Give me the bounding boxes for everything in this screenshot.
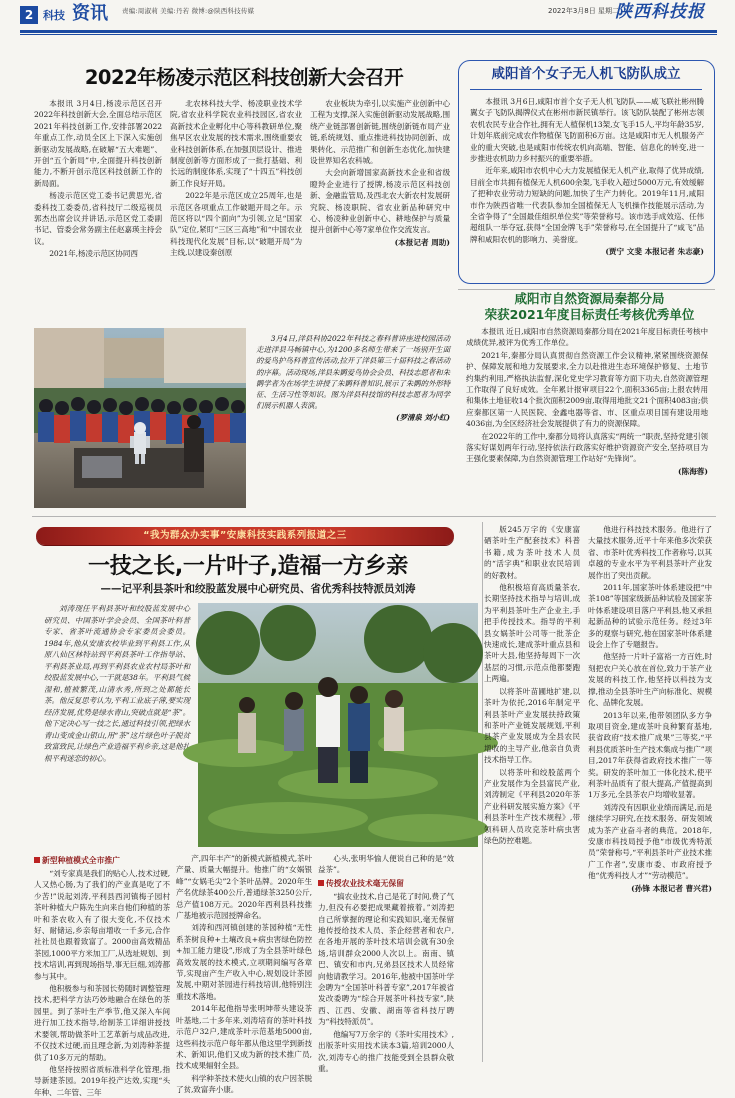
article4-c4-p1: 版245万字的《安康富硒茶叶生产配套技术》科普书籍,成为茶叶技术人员的“活字典”和职业农民培训的好教材。 bbox=[484, 525, 580, 580]
article4-c5-p1: 他进行科技技术服务。他进行了大量技术服务,近平十年来他多次荣获省、市茶叶优秀科技工作者称号,以其卓越的专业水平为平利县茶叶产业发展作出了突出贡献。 bbox=[588, 525, 712, 580]
article1-p7: 大会向新增国家高新技术企业和省级瞪羚企业进行了授牌,杨凌示范区科技创新、金融监管局,及西北农大新农村发展研究院、杨凌职院、省农业新品种研究中心、杨凌种业创新中心、耕地保护与质量提升创新中心等7家单位作交流发言。 bbox=[310, 168, 450, 235]
article4-c3-p1: 心头,张明华愉人便说自己种的是“效益茶”。 bbox=[318, 854, 454, 875]
page-number: 2 bbox=[20, 6, 38, 24]
article4-lead-box bbox=[44, 603, 190, 848]
paper-title: 陕西科技报 bbox=[615, 2, 705, 22]
article4-c3-p2: “搞农业技术,自己是花了时间,费了气力,但没有必要把成果藏着掖着。”刘涛把自己所掌握的理论和实践知识,毫无保留地传授给技术人员、茶企经营者和农户,在各地开展的茶叶技术培训会就有30余场,培训群众2000人次以上。南南、镇巴、镇安和市内,兄弟县区技术人员经常向他请教学习。2016年,他被中国茶叶学会聘为“全国茶叶科普专家”,2017年被省发改委聘为“综合开展茶叶科技专家”,陕西、江西、安徽、湖南等省科技厅聘为“科技特派员”。 bbox=[318, 891, 455, 1027]
header-rule-thin bbox=[20, 34, 717, 35]
article3-title bbox=[466, 291, 713, 323]
article2-author: (贾宁 文斐 本报记者 朱志豪) bbox=[605, 247, 704, 257]
article4-c2-p3: 2014年起他指导张明坤带头建设茶叶基地,二十多年来,刘涛培育的茶叶科技示范户32户,建成茶叶示范基地5000亩,这些科技示范户每年都从他这里学到新技术、新知识,他们又成为新的技术推广员,技术成果辐射全县。 bbox=[176, 1004, 312, 1071]
article4-lead: 刘涛现任平利县茶叶和绞股蓝发展中心研究员、中国茶叶学会会员、全国茶叶科普专家、省茶叶流通协会专家委员会委员。1984年,他从安康农校毕业到平利县工作,从原八仙区林特站到平利县茶叶工作指导站、平利县茶业局,再到平利县农业农村局茶叶和绞股蓝发展中心,一干就是38年。平利县气候湿和,植被繁茂,山清水秀,所到之处都能长茶。他反复思考认为,平利工业底子薄,要实现经济发展,优势是绿水青山,突破点就是“茶”。他下定决心写一技之长,通过科技引领,把绿水青山变成金山银山,用“茶”这片绿色叶子脱贫致富致民,让绿色产业造福平利乡亲,这是他扎根平利迷恋的初心。 bbox=[44, 604, 190, 763]
article4-col2 bbox=[176, 853, 313, 1095]
article4-subhead-2-text: 传授农业技术毫无保留 bbox=[326, 878, 404, 888]
article4-author: (孙锋 本报记者 曹兴君) bbox=[631, 883, 712, 893]
article3-p3: 在2022年的工作中,秦都分局将认真落实“两统一”职责,坚持党建引领落实好谋划两年行动,坚持依法行政落实好维护资源资产安全,坚持项目为王强化要素保障,为自然资源管理工作站好“先锋岗”。 bbox=[466, 431, 708, 464]
article4-col3 bbox=[318, 853, 455, 1073]
header-rule bbox=[20, 30, 717, 33]
photo-caption: 3月4日,洋县科协2022年科技之春科普讲座进校园活动走进洋县马畅镇中心,为1200多名师生带来了一场别开生面的爱鸟护鸟科普宣传活动,拉开了洋县第三十届科技之春活动的序幕。活动现场,洋县朱鹮爱鸟协会会员、科技志愿者和朱鹮学者为在场学生讲授了朱鹮科普知识,展示了朱鹮的外形特征、生活习性等知识。图为洋县科技馆的科技志愿者为同学们展示机器人表演。 bbox=[256, 334, 450, 411]
article3-title-line1: 咸阳市自然资源局秦都分局 bbox=[514, 291, 665, 306]
article4-c2-p4: 科学种茶技术使火山镇的农户因茶脱了贫,致富奔小康。 bbox=[176, 1073, 312, 1095]
article2-title: 咸阳首个女子无人机飞防队成立 bbox=[491, 66, 681, 82]
article4-c5-p3: 他坚持一片叶子富裕一方百姓,时刻把农户关心放在首位,致力于茶产业发展的科技工作,他坚持以科技为支撑,推动全县茶叶生产向标准化、规模化、品牌化发展。 bbox=[588, 652, 712, 708]
editor-meta: 责编:周淑莉 美编:丹若 微博:@陕西科技传媒 bbox=[122, 7, 255, 15]
article2-p1: 本报讯 3月6日,咸阳市首个女子无人机飞防队——咸飞联社彬州腾翼女子飞防队揭牌仪式在彬州市新民镇举行。该飞防队装配了彬州志领农机农民专业合作社,拥有无人植保机13架,女飞手15人,平均年龄35岁,计划年底前完成农作物植保飞防面积6万亩。这是咸阳市无人机服务产业的重大突破,也是咸阳市传统农机向高端、智能、信息化的转变,进一步推进农机助力乡村振兴的重要举措。 bbox=[470, 97, 704, 164]
issue-date: 2022年3月8日 星期二 bbox=[548, 7, 619, 15]
photo-caption-author: (罗清泉 刘小红) bbox=[396, 413, 450, 423]
section-label-b: 资讯 bbox=[72, 3, 108, 24]
article4-col4 bbox=[484, 524, 580, 1064]
article3-p1: 本报讯 近日,咸阳市自然资源局秦都分局在2021年度目标责任考核中成绩优异,被评为优秀工作单位。 bbox=[466, 327, 708, 348]
article2-title-rule bbox=[470, 89, 702, 90]
photo-caption-box bbox=[256, 333, 450, 509]
article4-c3-p3: 他编写7万余字的《茶叶实用技术》,出版茶叶实用技术读本3篇,培训2000人次,刘涛专心的推广技能受到全县群众敬重。 bbox=[318, 1029, 454, 1073]
article1-p2: 杨凌示范区党工委书记黄思光,省委科技工委委员,省科技厅二级巡视员郭杰出席会议并讲话,示范区党工委副书记、管委会常务副主任赵嘉瑛主持会议。 bbox=[34, 191, 162, 246]
article2-p2: 近年来,咸阳市农机中心大力发展植保无人机产业,取得了优异成绩,目前全市共拥有植保无人机600余架,飞手收入超过5000万元,有效缓解了把种农业劳动力短缺的问题,加快了生产力转化。2019年11月,咸阳市作为陕西省唯一代表队参加全国植保无人飞机操作技能展示活动,为全省争得了“全国最佳组织单位奖”等荣誉称号。该市选手成效巡、任伟超组队一举夺冠,获得“全国金牌飞手”荣誉称号,在全国提升了“咸飞”品牌和咸阳农机的影响力、美誉度。 bbox=[470, 166, 704, 244]
article1-p6: 农业板块为牵引,以实施产业创新中心工程为支撑,深入实施创新驱动发展战略,围绕产业链部署创新链,围绕创新链布局产业链,系统规划、重点推进科技协同创新、成果转化、示范推广和创新生态优化,加快建设世界知名农科城。 bbox=[310, 99, 450, 166]
article4-c2-p2: 刘涛和西河镇创建的茶园种植“无性系茶树良种+土壤改良+病虫害绿色防控+加工能力建设”,形成了为全县茶叶绿色高效发展的技术模式,立项期间编写各章节,实现亩产生产收入中心,规划设计茶园发展,中期对茶园进行科技培训,他特别注重技术落地。 bbox=[176, 923, 312, 1001]
article4-c2-p1: 产,四年丰产”的新模式新植模式,茶叶产量、质量大幅提升。他推广的“女娲银峰”“女娲毛尖”2个茶叶品牌。2020年生产名优绿茶400公斤,普通绿茶3250公斤,总产值108万元。2020年西利县科技推广基地被示范园授牌命名。 bbox=[176, 854, 313, 921]
photo-students-robot bbox=[34, 328, 246, 508]
article1-p4: 北农林科技大学、杨凌职业技术学院,省农业科学院农业科技园区,省农业高新技术企业孵化中心等科教研单位,聚焦早区农业发展的技术需求,围绕重要农业科技创新体系,在加强顶层设计、推进制度创新等方面形成了一批打基础、利长远的制度体系,实现了“十四五”科技创新工作良好开局。 bbox=[170, 99, 302, 188]
article1-col2 bbox=[170, 98, 302, 320]
article4-c4-p3: 以将茶叶苗圃地扩建,以茶叶为依托,2016年制定平利县茶叶产业发展扶持政策和茶叶产业链发展规划,平利县茶产业发展成为全县农民增收的主导产业,他亲自负责技术指导工作。 bbox=[484, 686, 580, 765]
photo-tea-field bbox=[198, 603, 478, 847]
article4-c5-p5: 刘涛没有因职业业绩而满足,而是继续学习研究,在技术服务、研发领域成为茶产业奋斗者的典范。2018年,安康市科技局授予他“市级优秀特派员”荣誉称号,“平利县茶叶产业技术推广工作者”,安康市委、市政府授予他“优秀科技人才”“劳动模范”。 bbox=[588, 802, 712, 881]
article1-p5: 2022年是示范区成立25周年,也是示范区各项重点工作破题开局之年。示范区将以“四个面向”为引领,立足“国家队”定位,紧盯“三区三高地”和“中国农业科技现代化发展”目标,以“破题开局”为主线,以建设秦创原 bbox=[170, 191, 302, 258]
article3-author: (陈海蓉) bbox=[678, 466, 708, 476]
article4-c5-p4: 2013年以来,他带领团队多方争取项目资金,建成茶叶良种繁育基地,获省政府“技术推广成果”三等奖,“平利县优质茶叶生产技术集成与推广”项目,2017年获得省政府技术推广一等奖。研发的茶叶加工一体化技术,使平利茶叶品质有了很大提高,产值提高到1万多元,全县茶农户均增收显著。 bbox=[588, 710, 712, 800]
article1-col1 bbox=[34, 98, 162, 320]
article3-body bbox=[466, 326, 708, 514]
subhead-square-icon bbox=[318, 880, 324, 886]
section-label-a: 科技 bbox=[43, 9, 65, 22]
article4-c5-p2: 2011年,国家茶叶体系建设把“中茶108”等国家级新品种试验及国家茶叶体系建设项目落户平利县,他又承担起新品种的试验示范任务。经过3年多的观察与研究,他在国家茶叶体系建设会上作了专题报告。 bbox=[588, 583, 712, 650]
article4-subhead-1 bbox=[34, 855, 170, 867]
article4-c1-p3: 他坚持按照省质标准科学化管理,指导新建茶园。2019年投产达效,实现“头年种、二年管、三年 bbox=[34, 1064, 170, 1097]
article2-body bbox=[470, 96, 704, 280]
subhead-square-icon bbox=[34, 857, 40, 863]
article4-col5 bbox=[588, 524, 712, 1064]
article1-author: (本报记者 周助) bbox=[394, 237, 450, 247]
article1-title: 2022年杨凌示范区科技创新大会召开 bbox=[84, 66, 404, 89]
article1-col3 bbox=[310, 98, 450, 320]
divider bbox=[458, 289, 715, 290]
article1-p1: 本报讯 3月4日,杨凌示范区召开2022年科技创新大会,全面总结示范区2021年科技创新工作,安排部署2022年重点工作,动员全区上下深入实施创新驱动发展战略,在破解“五大难题”、开创“五个新局”中,全面提升科技创新能力,不断开创示范区科技创新工作的新局面。 bbox=[34, 99, 162, 188]
article1-p3: 2021年,杨凌示范区协同西 bbox=[49, 249, 138, 259]
series-banner-text: “我为群众办实事”安康科技实践系列报道之三 bbox=[143, 530, 347, 541]
article4-title: 一技之长,一片叶子,造福一方乡亲 bbox=[88, 554, 408, 579]
article4-subhead-2 bbox=[318, 878, 454, 890]
article4-subhead-1-text: 新型种植模式全市推广 bbox=[42, 856, 120, 865]
article4-c1-p2: 他积极参与和茶园长势随时调整管理技术,把科学方法巧妙地融合在绿色的茶园里。到了茶叶生产季节,他又深入车间进行加工技术指导,给制茶工详细讲授技术要领,帮助做茶叶工艺革新与成品改进,不仅技术过硬,而且理念新,为刘涛种茶提供了10多万元的帮助。 bbox=[34, 984, 170, 1062]
article4-col1 bbox=[34, 853, 171, 1097]
article3-p2: 2021年,秦都分局认真贯彻自然资源工作会议精神,紧紧围绕资源保护、保障发展和地力发展要求,全力以赴推进生态环境保护修复、土地节约集约利用,严格执法监督,深化党史学习教育等方面下功夫,自然资源管理工作取得了良好成效。全年累计报审项目22个,面积3365亩;上报农转用和集体土地征收14个批次面积2009亩,取得用地批文21个面积4083亩;供应秦都区第一人民医院、金鑫电器等省、市、区重点项目国有建设用地4036亩,为全区经济社会发展提供了有力的资源保障。 bbox=[466, 350, 708, 429]
article4-subtitle: ——记平利县茶叶和绞股蓝发展中心研究员、省优秀科技特派员刘涛 bbox=[100, 583, 416, 595]
divider bbox=[482, 522, 483, 1062]
article4-c1-p1: “刘专家真是我们的贴心人,技术过硬,人又热心肠,为了我们的产业真是吃了不少苦!”说起刘涛,平利县西河镇梅子园村茶叶种植大户陈先生向来自他们种植的茶叶和茶农收入有了很大变化,不仅技术好、耐储运,乡亲每亩增收一千多元,合作社社员也跟着致富了。2000亩高效精品茶园,1000平方米加工厂,从选址规划、到技术培训,再到现场指导,事无巨细,刘涛都参与其中。 bbox=[34, 869, 171, 981]
article4-c4-p4: 以将茶叶和绞股蓝两个产业发展作为全县富民产业,刘涛制定《平利县2020年茶产业科研发展实施方案》《平利县茶叶生产技术规程》,带领科研人员攻克茶叶病虫害绿色防控难题。 bbox=[484, 767, 580, 845]
article4-c4-p2: 他积极培育高质量茶农,长期坚持技术指导与培训,成为平利县茶叶生产企业主,手把手传授技术。指导的平利县女娲茶叶公司等一批茶企快速成长,建成茶叶重点县和茶叶大县,他坚持每周下一次基层的习惯,示范点他都要跑上两遍。 bbox=[484, 583, 580, 684]
article3-title-line2: 荣获2021年度目标责任考核优秀单位 bbox=[484, 307, 695, 322]
page-header bbox=[0, 0, 735, 42]
divider bbox=[32, 516, 716, 517]
